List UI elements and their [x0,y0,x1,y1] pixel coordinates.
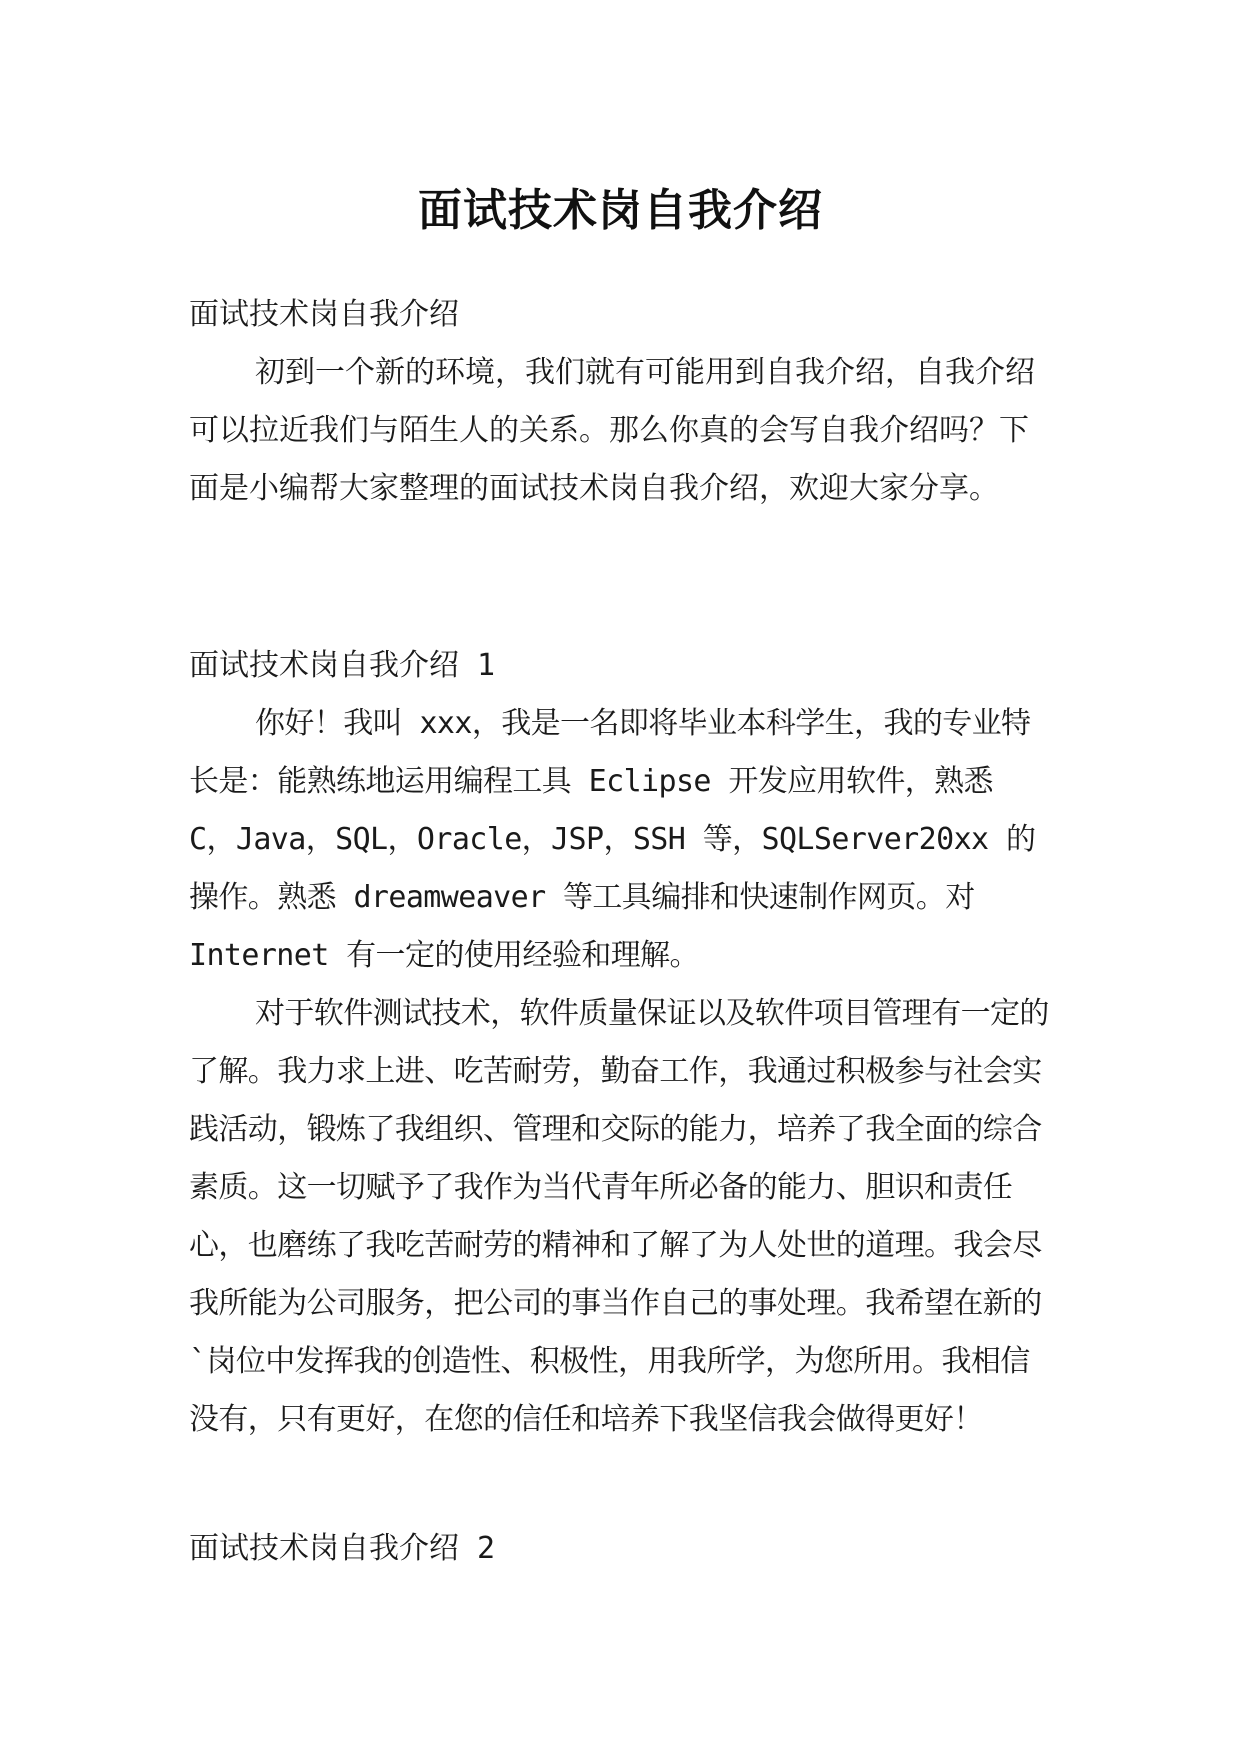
section-1-paragraph-2: 对于软件测试技术，软件质量保证以及软件项目管理有一定的了解。我力求上进、吃苦耐劳，勤奋工作，我通过积极参与社会实践活动，锻炼了我组织、管理和交际的能力，培养了我全面的综合素质。这一切赋予了我作为当代青年所必备的能力、胆识和责任心，也磨练了我吃苦耐劳的精神和了解了为人处世的道理。我会尽我所能为公司服务，把公司的事当作自己的事处理。我希望在新的`岗位中发挥我的创造性、积极性，用我所学，为您所用。我相信没有，只有更好，在您的信任和培养下我坚信我会做得更好！ [189,996,1049,1437]
intro-paragraph: 初到一个新的环境，我们就有可能用到自我介绍，自我介绍可以拉近我们与陌生人的关系。那么你真的会写自我介绍吗？下面是小编帮大家整理的面试技术岗自我介绍，欢迎大家分享。 [189,355,1035,506]
document-title: 面试技术岗自我介绍 [418,185,823,237]
section-1-paragraph-1: 你好！我叫 xxx，我是一名即将毕业本科学生，我的专业特长是：能熟练地运用编程工具 Eclipse 开发应用软件，熟悉 C，Java，SQL，Oracle，JSP，SSH 等，SQLServer20xx 的操作。熟悉 dreamweaver 等工具编排和快速制作网页。对 Internet 有一定的使用经验和理解。 [189,706,1036,973]
section-1 [189,637,1049,1449]
section-2-heading: 面试技术岗自我介绍 2 [189,1531,496,1566]
section-1-heading: 面试技术岗自我介绍 1 [189,648,496,683]
intro-heading: 面试技术岗自我介绍 [189,297,459,332]
section-2 [189,1520,1049,1578]
intro-section [189,286,1049,518]
